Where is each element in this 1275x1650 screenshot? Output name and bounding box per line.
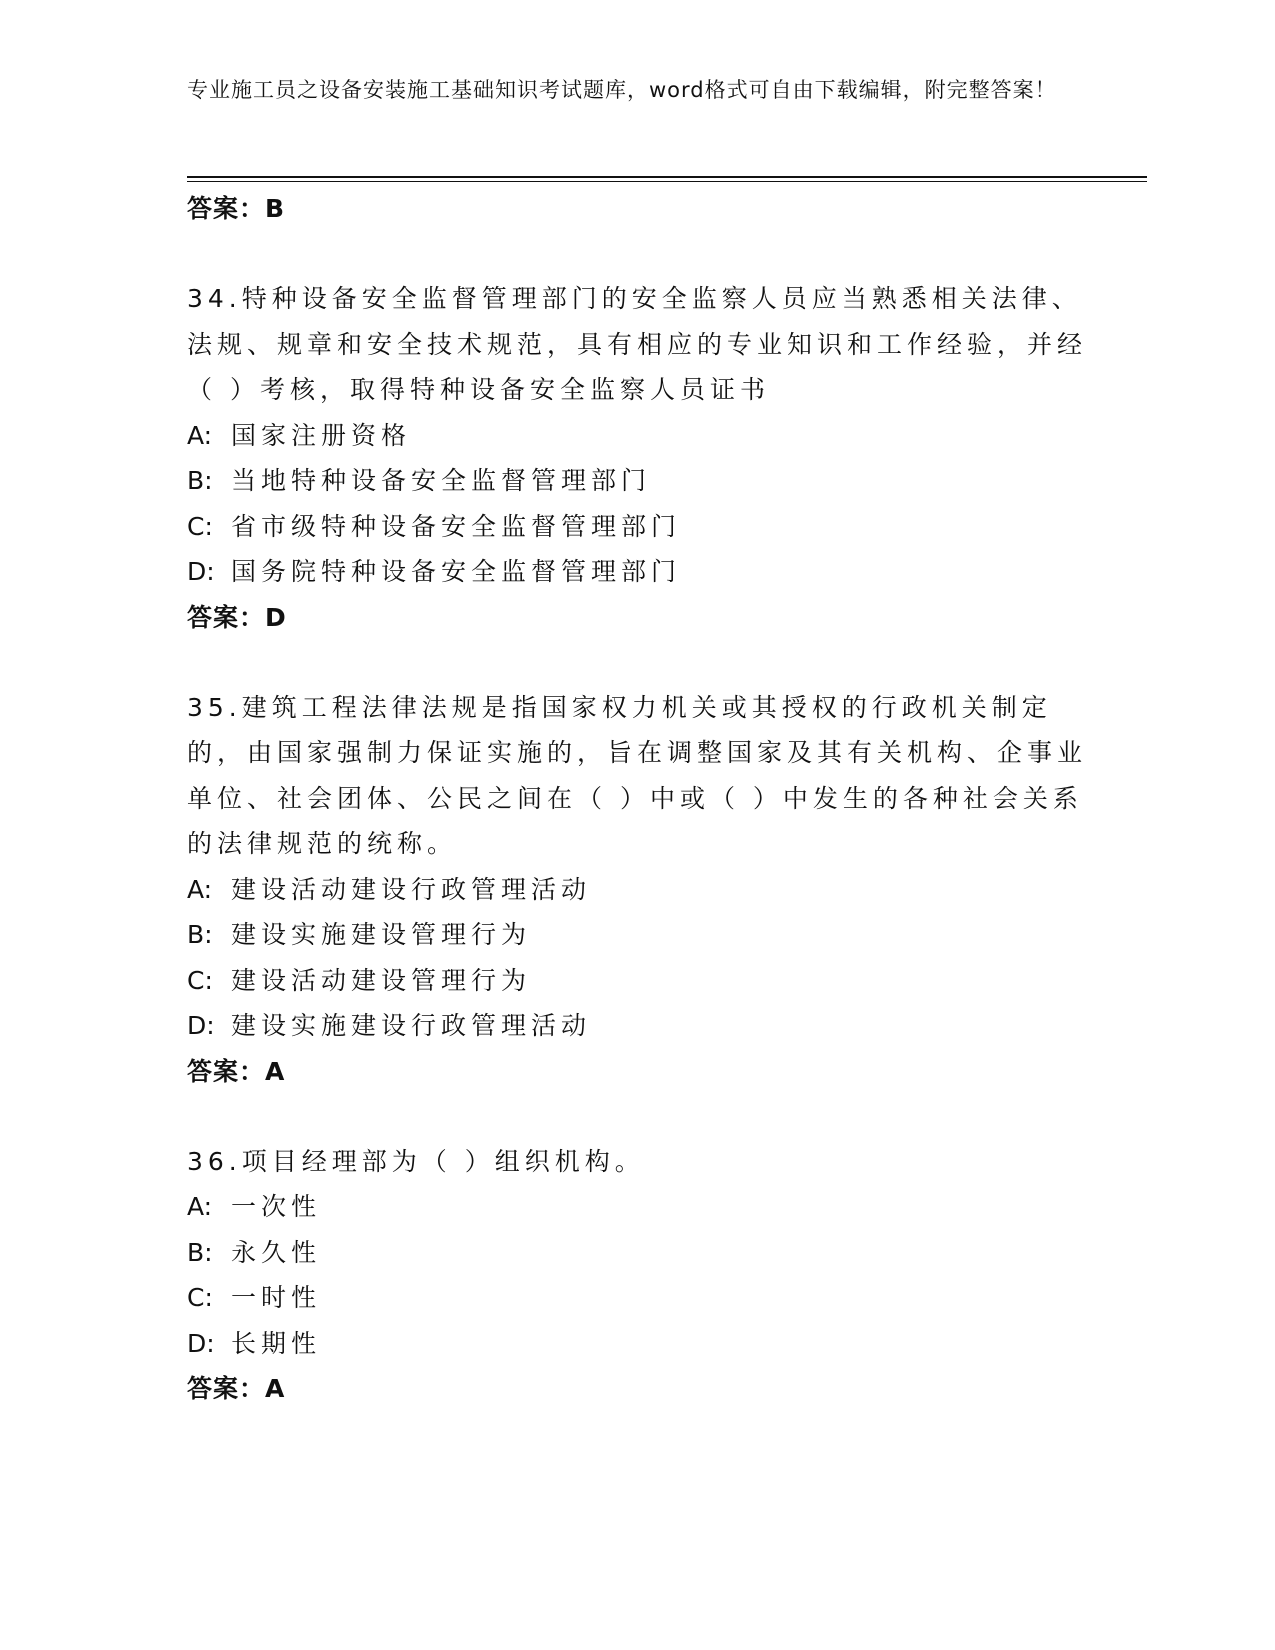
option-key: D: xyxy=(187,1328,215,1358)
option-text: 长期性 xyxy=(231,1328,322,1358)
option-c xyxy=(187,958,1087,1004)
option-b xyxy=(187,1230,1087,1276)
question-36 xyxy=(187,1139,1087,1412)
option-c xyxy=(187,504,1087,550)
option-key: A: xyxy=(187,420,213,450)
option-d xyxy=(187,549,1087,595)
option-text: 建设实施建设行政管理活动 xyxy=(231,1011,592,1040)
option-d xyxy=(187,1321,1087,1367)
option-d xyxy=(187,1003,1087,1049)
option-key: A: xyxy=(187,1192,213,1221)
option-text: 一次性 xyxy=(231,1192,322,1221)
option-text: 建设实施建设管理行为 xyxy=(231,920,532,949)
option-a xyxy=(187,413,1087,459)
question-34 xyxy=(187,276,1087,640)
answer-label: 答案： xyxy=(187,194,266,223)
option-key: C: xyxy=(187,511,213,541)
option-key: D: xyxy=(187,1011,215,1040)
option-c xyxy=(187,1275,1087,1321)
previous-answer xyxy=(187,186,1087,231)
question-text: 36.项目经理部为（ ）组织机构。 xyxy=(187,1146,645,1176)
option-key: A: xyxy=(187,874,213,904)
question-list xyxy=(187,186,1087,1411)
option-a xyxy=(187,1184,1087,1230)
question-text: 34.特种设备安全监督管理部门的安全监察人员应当熟悉相关法律、法规、规章和安全技术规范，具有相应的专业知识和工作经验，并经（ ）考核，取得特种设备安全监察人员证书 xyxy=(187,284,1088,404)
option-text: 建设活动建设行政管理活动 xyxy=(231,874,592,904)
option-key: C: xyxy=(187,965,213,995)
option-key: B: xyxy=(187,466,213,495)
option-text: 建设活动建设管理行为 xyxy=(231,965,532,995)
option-text: 省市级特种设备安全监督管理部门 xyxy=(231,511,682,541)
answer-value: B xyxy=(265,194,286,223)
option-text: 一时性 xyxy=(231,1283,322,1312)
question-text: 35.建筑工程法律法规是指国家权力机关或其授权的行政机关制定的，由国家强制力保证实施的，旨在调整国家及其有关机构、企事业单位、社会团体、公民之间在（ ）中或（ ）中发生的各种社会关系的法律规范的统称。 xyxy=(187,692,1088,858)
option-b xyxy=(187,458,1087,504)
option-key: D: xyxy=(187,557,215,586)
answer: 答案：D xyxy=(187,602,287,632)
option-key: B: xyxy=(187,1237,213,1267)
page-header: 专业施工员之设备安装施工基础知识考试题库，word格式可自由下载编辑，附完整答案！ xyxy=(187,78,1057,102)
option-text: 国家注册资格 xyxy=(231,420,412,450)
option-key: C: xyxy=(187,1283,213,1312)
option-b xyxy=(187,912,1087,958)
option-a xyxy=(187,867,1087,913)
answer: 答案：A xyxy=(187,1374,286,1403)
question-35 xyxy=(187,685,1087,1094)
answer: 答案：A xyxy=(187,1056,286,1086)
option-text: 永久性 xyxy=(231,1237,322,1267)
option-text: 当地特种设备安全监督管理部门 xyxy=(231,466,652,495)
option-key: B: xyxy=(187,920,213,949)
header-divider xyxy=(187,176,1147,182)
option-text: 国务院特种设备安全监督管理部门 xyxy=(231,557,682,586)
